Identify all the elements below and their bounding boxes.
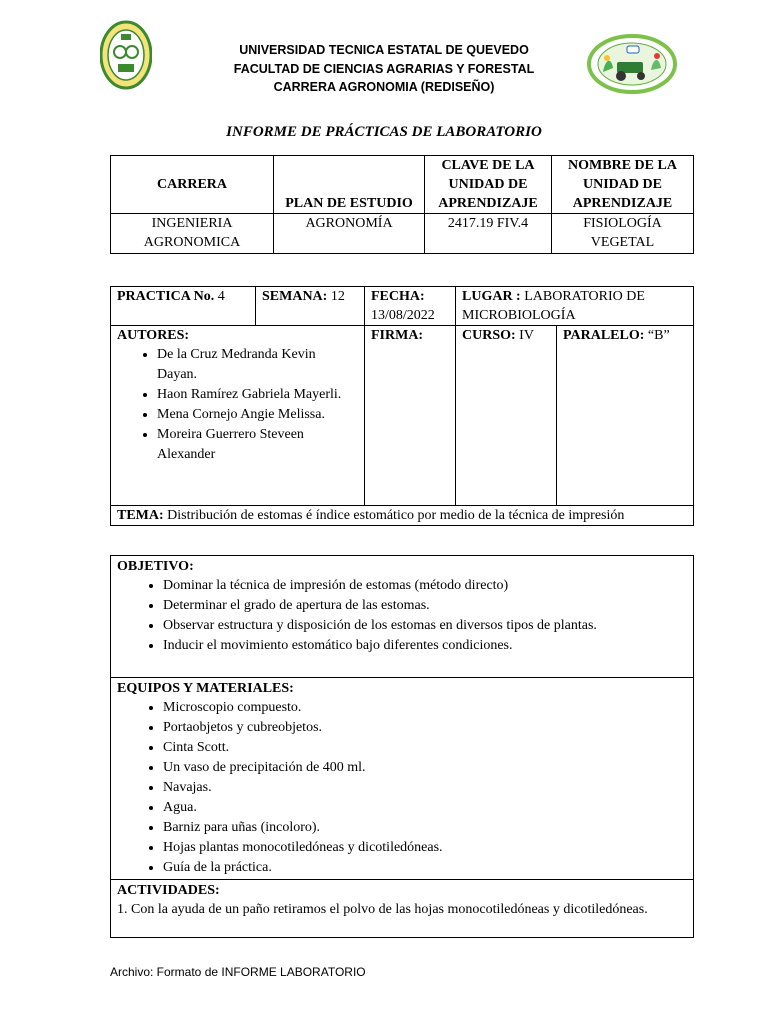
author-item: • Moreira Guerrero Steveen Alexander: [157, 425, 358, 465]
value-clave-unidad: 2417.19 FIV.4: [425, 214, 552, 254]
lugar-label: LUGAR :: [462, 289, 521, 304]
author-item: • Mena Cornejo Angie Melissa.: [157, 405, 358, 425]
lugar-cell: [456, 287, 694, 326]
paralelo-label: PARALELO:: [563, 328, 645, 343]
objetivo-item: • Determinar el grado de apertura de las estomas.: [163, 596, 687, 616]
tema-value: Distribución de estomas é índice estomático por medio de la técnica de impresión: [167, 508, 625, 523]
details-box: [110, 555, 694, 938]
autores-cell: [111, 326, 365, 506]
objetivo-section: [111, 556, 693, 678]
equipo-item: • Cinta Scott.: [163, 738, 687, 758]
header-nombre-unidad: NOMBRE DE LA UNIDAD DE APRENDIZAJE: [552, 156, 694, 214]
equipo-item: • Agua.: [163, 798, 687, 818]
objetivo-item: • Dominar la técnica de impresión de estomas (método directo): [163, 576, 687, 596]
curso-label: CURSO:: [462, 328, 516, 343]
university-name: UNIVERSIDAD TECNICA ESTATAL DE QUEVEDO: [239, 43, 529, 57]
equipo-item: • Un vaso de precipitación de 400 ml.: [163, 758, 687, 778]
paralelo-value: “B”: [647, 328, 670, 343]
firma-cell: [365, 326, 456, 506]
objetivo-item: • Inducir el movimiento estomático bajo diferentes condiciones.: [163, 636, 687, 656]
tema-label: TEMA:: [117, 508, 164, 523]
fecha-cell: [365, 287, 456, 326]
equipo-item: • Portaobjetos y cubreobjetos.: [163, 718, 687, 738]
equipos-list: [117, 698, 687, 878]
semana-value: 12: [330, 289, 345, 304]
author-item: • Haon Ramírez Gabriela Mayerli.: [157, 385, 358, 405]
equipo-item: • Navajas.: [163, 778, 687, 798]
equipo-item: • Hojas plantas monocotiledóneas y dicotiledóneas.: [163, 838, 687, 858]
equipo-item: • Guía de la práctica.: [163, 858, 687, 878]
value-plan-estudio: AGRONOMÍA: [274, 214, 425, 254]
report-title: INFORME DE PRÁCTICAS DE LABORATORIO: [226, 124, 542, 140]
autores-label: AUTORES:: [117, 328, 190, 343]
objetivo-title: OBJETIVO:: [117, 559, 194, 574]
course-table: [110, 155, 694, 254]
semana-cell: [256, 287, 365, 326]
header-plan-estudio: PLAN DE ESTUDIO: [274, 156, 425, 214]
value-nombre-unidad: FISIOLOGÍA VEGETAL: [552, 214, 694, 254]
faculty-name: FACULTAD DE CIENCIAS AGRARIAS Y FORESTAL: [233, 62, 535, 76]
fecha-label: FECHA:: [371, 289, 425, 304]
career-name: CARRERA AGRONOMIA (REDISEÑO): [273, 80, 495, 94]
footer-file-note: Archivo: Formato de INFORME LABORATORIO: [110, 965, 366, 979]
header-clave-unidad: CLAVE DE LA UNIDAD DE APRENDIZAJE: [425, 156, 552, 214]
practica-value: 4: [217, 289, 225, 304]
author-item: • De la Cruz Medranda Kevin Dayan.: [157, 345, 358, 385]
lugar-value: LABORATORIO DE MICROBIOLOGÍA: [462, 289, 645, 323]
equipos-title: EQUIPOS Y MATERIALES:: [117, 681, 294, 696]
actividades-section: [111, 880, 693, 920]
curso-value: IV: [519, 328, 534, 343]
equipos-section: [111, 678, 693, 880]
practica-label: PRACTICA No.: [117, 289, 215, 304]
tema-cell: [111, 506, 694, 526]
actividades-text: 1. Con la ayuda de un paño retiramos el polvo de las hojas monocotiledóneas y dicotiledóneas.: [117, 902, 648, 917]
practice-table: [110, 286, 694, 526]
practica-cell: [111, 287, 256, 326]
paralelo-cell: [557, 326, 694, 506]
autores-list: [117, 345, 358, 465]
fecha-value: 13/08/2022: [371, 308, 435, 323]
semana-label: SEMANA:: [262, 289, 328, 304]
equipo-item: • Barniz para uñas (incoloro).: [163, 818, 687, 838]
value-carrera: INGENIERIA AGRONOMICA: [111, 214, 274, 254]
objetivo-item: • Observar estructura y disposición de los estomas en diversos tipos de plantas.: [163, 616, 687, 636]
curso-cell: [456, 326, 557, 506]
objetivo-list: [117, 576, 687, 656]
firma-label: FIRMA:: [371, 328, 424, 343]
header-carrera: CARRERA: [111, 156, 274, 214]
equipo-item: • Microscopio compuesto.: [163, 698, 687, 718]
actividades-title: ACTIVIDADES:: [117, 883, 220, 898]
